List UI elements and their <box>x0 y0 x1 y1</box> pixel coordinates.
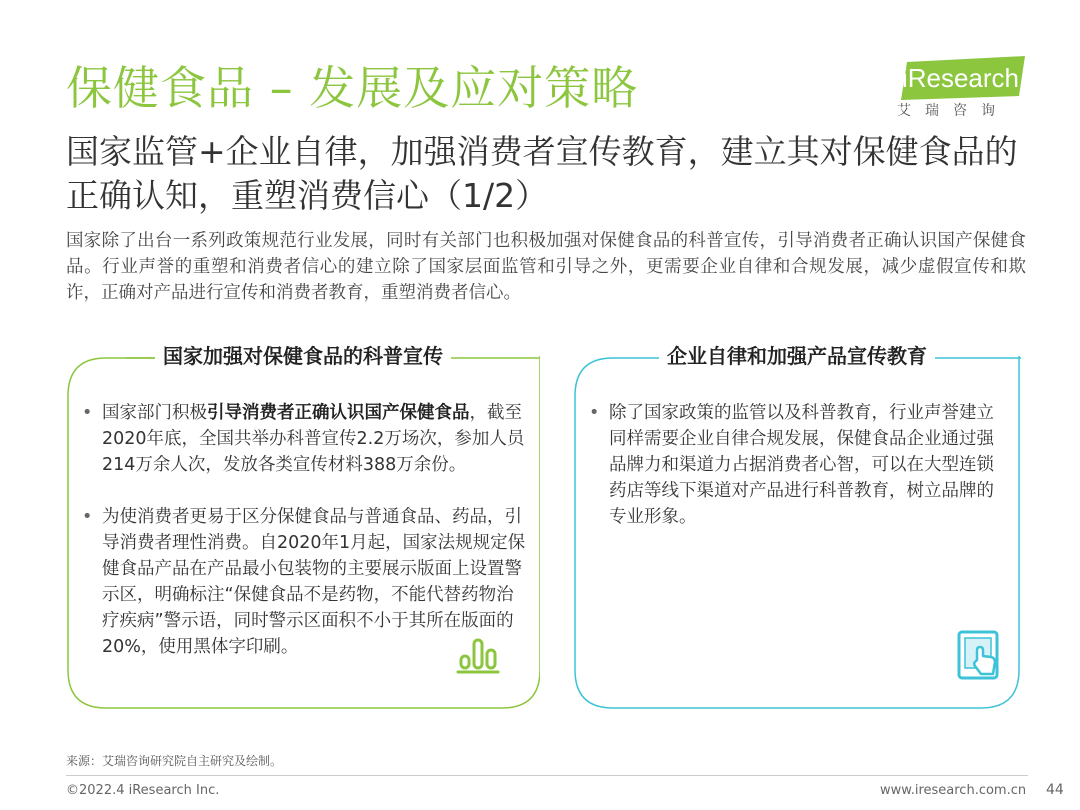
intro-paragraph: 国家除了出台一系列政策规范行业发展，同时有关部门也积极加强对保健食品的科普宣传，引导消费者正确认识国产保健食品。行业声誉的重塑和消费者信心的建立除了国家层面监管和引导之外，更需要企业自律和合规发展，减少虚假宣传和欺诈，正确对产品进行宣传和消费者教育，重塑消费者信心。 <box>66 231 1026 303</box>
panel-right-title-text: 企业自律和加强产品宣传教育 <box>659 344 935 368</box>
bullet-icon: • <box>82 403 93 423</box>
tablet-touch-icon <box>957 630 1003 682</box>
page-subtitle: 国家监管+企业自律，加强消费者宣传教育，建立其对保健食品的正确认知，重塑消费信心（1/2） <box>66 132 1018 215</box>
logo-i: i <box>901 63 908 93</box>
iresearch-logo <box>893 56 1025 122</box>
bullet-bold-text: 引导消费者正确认识国产保健食品 <box>207 403 470 423</box>
panel-right-title <box>573 342 1021 370</box>
bullet-text: 国家部门积极 <box>102 403 207 423</box>
bullet-text: 除了国家政策的监管以及科普教育，行业声誉建立同样需要企业自律合规发展，保健食品企业通过强品牌力和渠道力占据消费者心智，可以在大型连锁药店等线下渠道对产品进行科普教育，树立品牌的专业形象。 <box>609 403 994 527</box>
website-link[interactable]: www.iresearch.com.cn <box>880 783 1027 798</box>
panel-right-bullets <box>585 400 1007 556</box>
panel-left-title-text: 国家加强对保健食品的科普宣传 <box>155 344 451 368</box>
footer-divider <box>66 775 1028 776</box>
page-number: 44 <box>1046 782 1064 798</box>
page-title: 保健食品 – 发展及应对策略 <box>66 61 639 115</box>
logo-wordmark <box>893 56 1025 100</box>
bullet-text: 为使消费者更易于区分保健食品与普通食品、药品，引导消费者理性消费。自2020年1月起，国家法规规定保健食品产品在产品最小包装物的主要展示版面上设置警示区，明确标注“保健食品不是药物，不能代替药物治疗疾病”警示语，同时警示区面积不小于其所在版面的20%，使用黑体字印刷。 <box>102 507 526 657</box>
list-item <box>585 400 1007 530</box>
logo-chinese: 艾瑞咨询 <box>897 103 1009 119</box>
bullet-icon: • <box>589 403 600 423</box>
bar-chart-icon <box>456 636 500 676</box>
source-note: 来源：艾瑞咨询研究院自主研究及绘制。 <box>66 754 283 768</box>
panel-science-publicity <box>66 344 540 710</box>
panel-left-title <box>66 342 540 370</box>
copyright: ©2022.4 iResearch Inc. <box>66 783 220 798</box>
bullet-icon: • <box>82 507 93 527</box>
list-item <box>78 400 528 478</box>
logo-research: Research <box>907 63 1019 93</box>
panel-enterprise-self-discipline <box>573 344 1021 710</box>
bullet-text: ，截至2020年底，全国共举办科普宣传2.2万场次，参加人员214万余人次，发放各类宣传材料388万余份。 <box>102 403 525 475</box>
